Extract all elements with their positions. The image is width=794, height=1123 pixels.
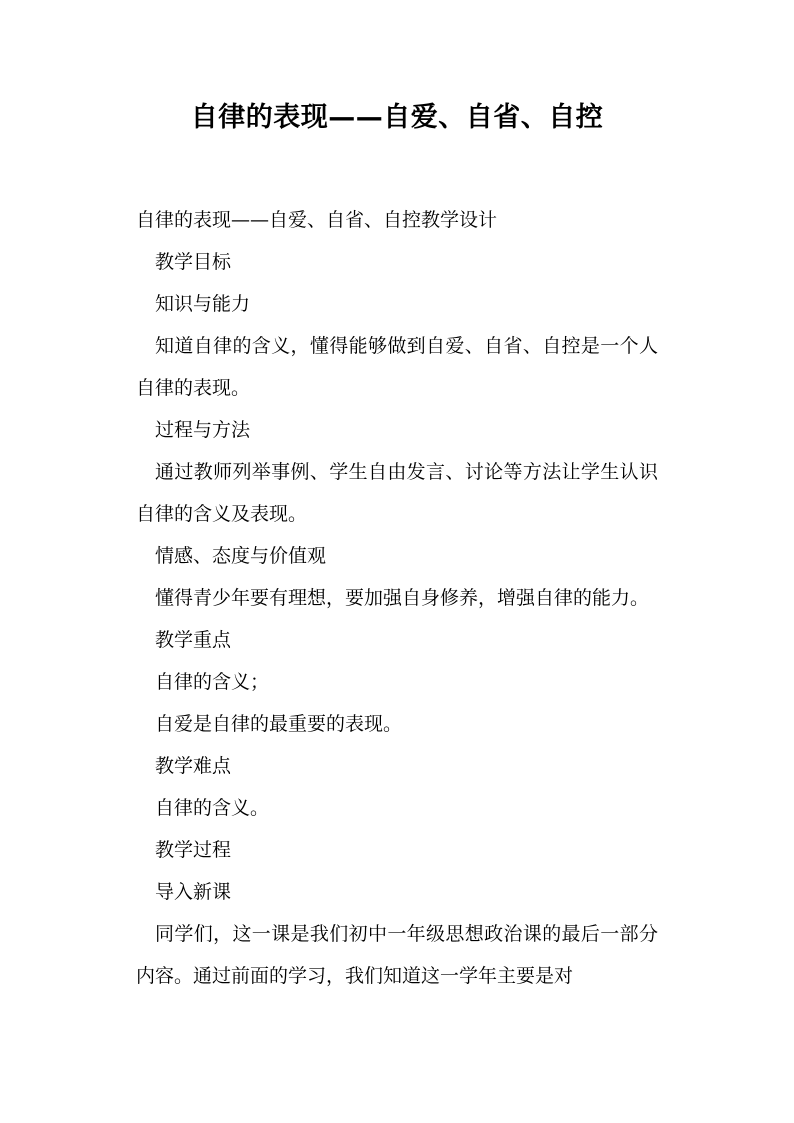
- heading-new-lesson-intro: 导入新课: [155, 881, 232, 903]
- document-title: 自律的表现——自爱、自省、自控: [190, 102, 604, 133]
- paragraph-key-point-1: 自律的含义；: [155, 671, 270, 693]
- heading-process-method: 过程与方法: [155, 419, 251, 441]
- heading-knowledge-ability: 知识与能力: [155, 293, 251, 315]
- paragraph-difficulty: 自律的含义。: [155, 797, 270, 819]
- paragraph-process-method: 通过教师列举事例、学生自由发言、讨论等方法让学生认识自律的含义及表现。: [136, 461, 658, 525]
- document-body: [136, 199, 658, 997]
- heading-teaching-objectives: 教学目标: [155, 251, 232, 273]
- heading-emotion-values: 情感、态度与价值观: [155, 545, 327, 567]
- paragraph-key-point-2: 自爱是自律的最重要的表现。: [155, 713, 403, 735]
- paragraph-intro: 同学们，这一课是我们初中一年级思想政治课的最后一部分内容。通过前面的学习，我们知道这一学年主要是对: [136, 923, 658, 987]
- heading-key-points: 教学重点: [155, 629, 232, 651]
- paragraph-knowledge-ability: 知道自律的含义，懂得能够做到自爱、自省、自控是一个人自律的表现。: [136, 335, 658, 399]
- paragraph-emotion-values: 懂得青少年要有理想，要加强自身修养，增强自律的能力。: [155, 587, 650, 609]
- heading-difficulties: 教学难点: [155, 755, 232, 777]
- heading-teaching-process: 教学过程: [155, 839, 232, 861]
- paragraph-subtitle: 自律的表现——自爱、自省、自控教学设计: [136, 209, 498, 231]
